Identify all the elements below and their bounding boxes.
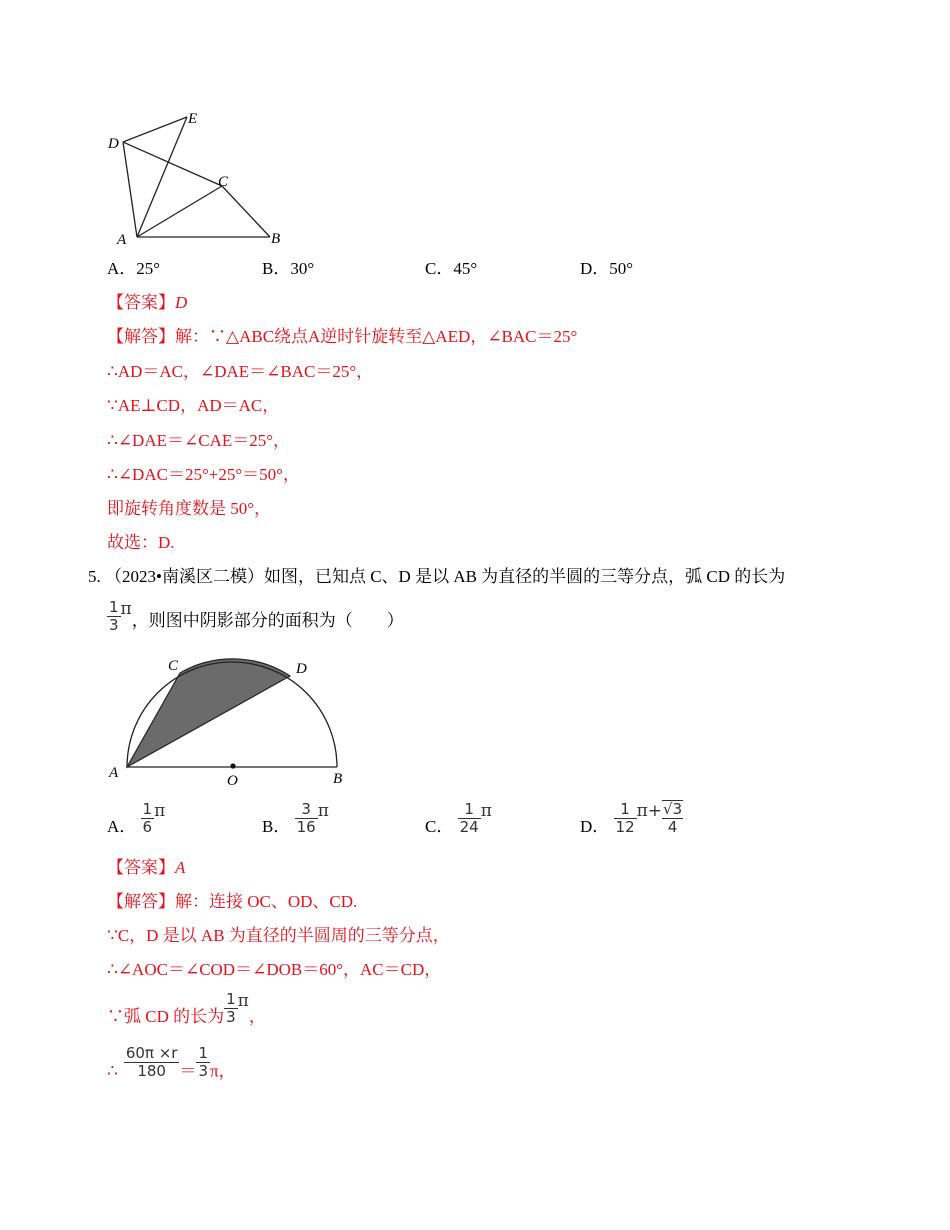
fraction: $\frac{60\pi \times r}{180}$ (125, 1044, 178, 1080)
label-D: D (296, 661, 307, 677)
problem-number: 5. (88, 567, 101, 586)
solution-line-5: ∴ $\frac{60\pi \times r}{180}$ ＝ $\frac{1}{3}$ π， (107, 1044, 236, 1081)
triangle-rotation-figure (100, 105, 300, 250)
option-letter: A． (107, 259, 137, 278)
label-C: C (168, 658, 179, 674)
label-D: D (108, 136, 119, 152)
label-B: B (333, 771, 343, 787)
option-value: 45° (453, 259, 478, 278)
answer-label: 【答案】 (107, 858, 175, 877)
problem-5-stem-line-2: $\frac{1}{3}$ π，则图中阴影部分的面积为（ ） (109, 597, 404, 634)
option-b (262, 258, 314, 280)
solution-line-5: ∴∠DAC＝25°+25°＝50°， (107, 465, 300, 484)
answer-value: D (175, 293, 188, 312)
answer-line (107, 292, 187, 314)
solution-line-3: ∵AE⊥CD，AD＝AC， (107, 396, 280, 415)
option-letter: B． (262, 259, 291, 278)
option-value: 30° (290, 259, 315, 278)
solution-line-2: ∵C，D 是以 AB 为直径的半圆周的三等分点， (107, 926, 450, 945)
solution-line-7: 故选：D. (107, 533, 175, 552)
solution-line-6: 即旋转角度数是 50°， (107, 499, 272, 518)
label-A: A (117, 232, 127, 248)
option-b: B． $\frac{3}{16}$ π (262, 799, 329, 836)
solution-line-3: ∴∠AOC＝∠COD＝∠DOB＝60°，AC＝CD， (107, 960, 442, 979)
option-a: A． $\frac{1}{6}$ π (107, 799, 166, 836)
label-O: O (227, 773, 238, 789)
answer-label: 【答案】 (107, 293, 175, 312)
solution-line-1: 【解答】解：连接 OC、OD、CD. (107, 892, 358, 911)
solution-label: 【解答】 (107, 327, 175, 346)
option-d: D． $\frac{1}{12}$ π+ $\frac{√3}{4}$ (580, 799, 683, 837)
option-value: 50° (609, 259, 634, 278)
label-B: B (271, 231, 281, 247)
label-E: E (188, 111, 198, 127)
answer-value: A (175, 858, 186, 877)
option-letter: D． (580, 259, 610, 278)
fraction: $\frac{1}{24}$ (459, 799, 479, 836)
option-a (107, 258, 160, 280)
option-c (425, 258, 477, 280)
option-letter: C． (425, 259, 454, 278)
fraction: $\frac{1}{3}$ (226, 989, 236, 1026)
label-C: C (218, 174, 229, 190)
solution-line-4: ∵弧 CD 的长为 $\frac{1}{3}$ π， (107, 989, 266, 1026)
solution-line-2: ∴AD＝AC，∠DAE＝∠BAC＝25°， (107, 362, 374, 381)
solution-line-4: ∴∠DAE＝∠CAE＝25°， (107, 431, 291, 450)
option-d (580, 258, 633, 280)
fraction: $\frac{1}{12}$ (615, 799, 635, 836)
semicircle-figure (100, 645, 360, 790)
label-A: A (109, 765, 119, 781)
problem-5-stem-line-1: 5. （2023•南溪区二模）如图，已知点 C、D 是以 AB 为直径的半圆的三等分点，弧 CD 的长为 (88, 567, 786, 586)
fraction: $\frac{1}{3}$ (198, 1044, 208, 1080)
fraction: $\frac{3}{16}$ (296, 799, 316, 836)
solution-line-1: 【解答】解：∵△ABC绕点A逆时针旋转至△AED，∠BAC＝25° (107, 327, 578, 346)
fraction: $\frac{1}{6}$ (142, 799, 153, 836)
fraction: $\frac{1}{3}$ (109, 597, 119, 634)
fraction-sqrt: $\frac{√3}{4}$ (663, 800, 683, 837)
option-value: 25° (136, 259, 161, 278)
solution-label: 【解答】 (107, 892, 175, 911)
option-c: C． $\frac{1}{24}$ π (425, 799, 492, 836)
answer-line (107, 857, 185, 879)
